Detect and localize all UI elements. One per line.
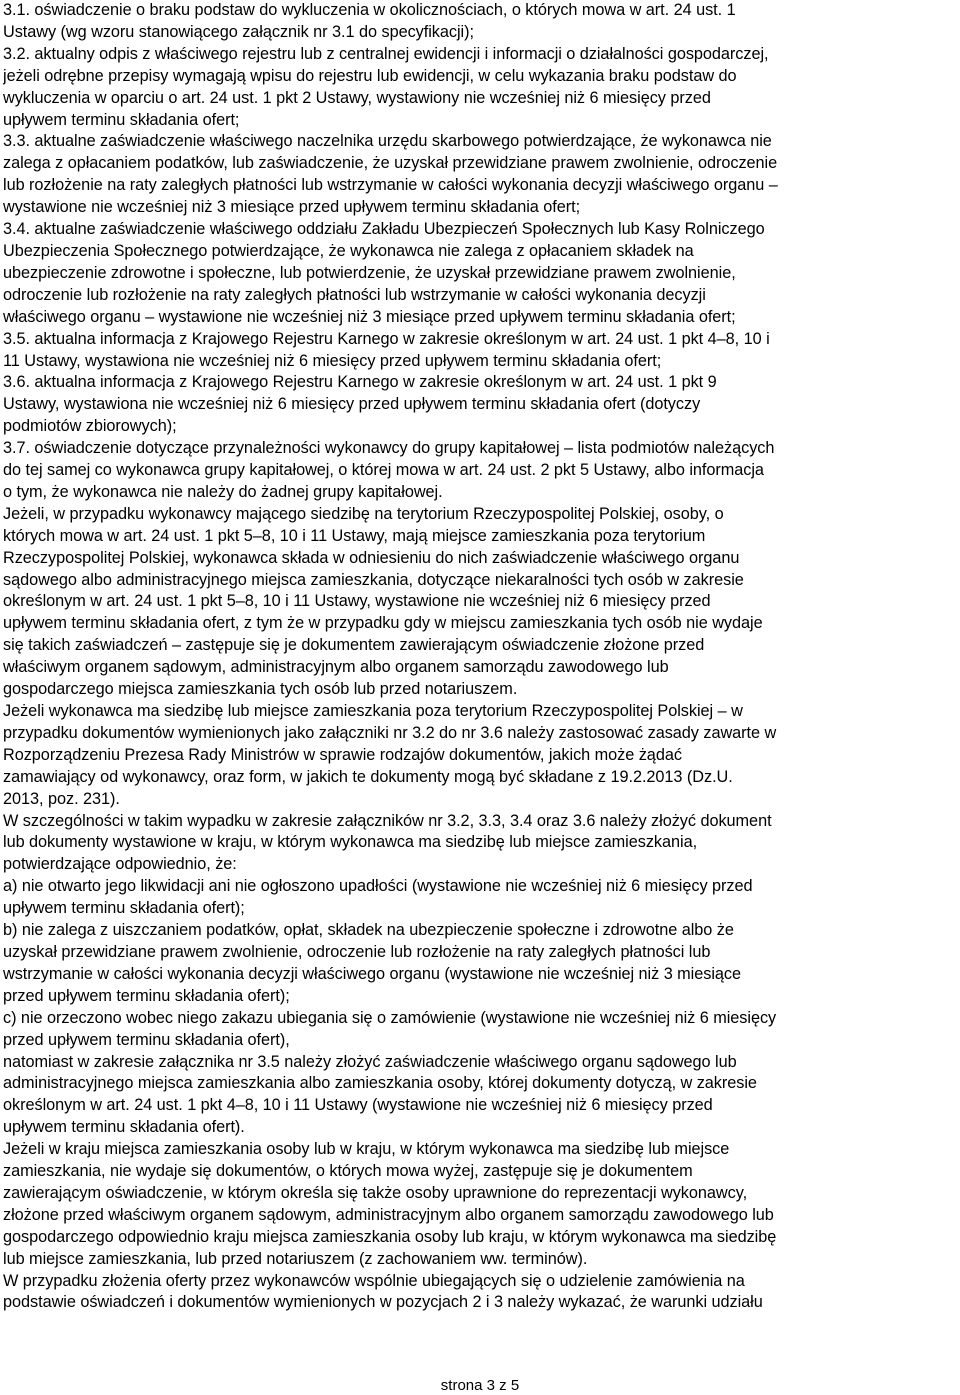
- text-line: Rozporządzeniu Prezesa Rady Ministrów w sprawie rodzajów dokumentów, jakich może żądać: [3, 745, 682, 764]
- text-line: zamawiający od wykonawcy, oraz form, w jakich te dokumenty mogą być składane z 19.2.2013 (Dz.U.: [3, 767, 733, 786]
- text-line: podstawie oświadczeń i dokumentów wymienionych w pozycjach 2 i 3 należy wykazać, że warunki udziału: [3, 1293, 763, 1312]
- text-line: c) nie orzeczono wobec niego zakazu ubiegania się o zamówienie (wystawione nie wcześniej niż 6 miesięcy: [3, 1008, 777, 1027]
- text-line: do tej samej co wykonawca grupy kapitałowej, o której mowa w art. 24 ust. 2 pkt 5 Ustawy, albo informacja: [3, 461, 764, 480]
- text-line: o tym, że wykonawca nie należy do żadnej grupy kapitałowej.: [3, 482, 443, 501]
- text-line: jeżeli odrębne przepisy wymagają wpisu do rejestru lub ewidencji, w celu wykazania braku podstaw do: [3, 66, 737, 85]
- text-line: gospodarczego miejsca zamieszkania tych osób lub przed notariuszem.: [3, 680, 518, 699]
- text-line: odroczenie lub rozłożenie na raty zaległych płatności lub wstrzymanie w całości wykonania decyzji: [3, 285, 706, 304]
- text-line: Ustawy (wg wzoru stanowiącego załącznik nr 3.1 do specyfikacji);: [3, 22, 474, 41]
- text-line: lub miejsce zamieszkania, lub przed notariuszem (z zachowaniem ww. terminów).: [3, 1249, 588, 1268]
- text-line: a) nie otwarto jego likwidacji ani nie ogłoszono upadłości (wystawione nie wcześniej niż 6 miesięcy przed: [3, 877, 753, 896]
- text-line: złożone przed właściwym organem sądowym, administracyjnym albo organem samorządu zawodowego lub: [3, 1205, 774, 1224]
- text-line: 3.4. aktualne zaświadczenie właściwego oddziału Zakładu Ubezpieczeń Społecznych lub Kasy Rolniczego: [3, 220, 765, 239]
- text-line: W przypadku złożenia oferty przez wykonawców wspólnie ubiegających się o udzielenie zamówienia na: [3, 1271, 745, 1290]
- text-line: upływem terminu składania ofert).: [3, 1118, 245, 1137]
- text-line: Jeżeli w kraju miejsca zamieszkania osoby lub w kraju, w którym wykonawca ma siedzibę lub miejsce: [3, 1140, 730, 1159]
- text-line: właściwego organu – wystawione nie wcześniej niż 3 miesiące przed upływem terminu składania ofert;: [3, 307, 736, 326]
- text-line: ubezpieczenie zdrowotne i społeczne, lub potwierdzenie, że uzyskał przewidziane prawem zwolnienie,: [3, 263, 736, 282]
- text-line: zalega z opłacaniem podatków, lub zaświadczenie, że uzyskał przewidziane prawem zwolnienie, odroczenie: [3, 154, 778, 173]
- page-number-footer: strona 3 z 5: [440, 1377, 520, 1394]
- text-line: zamieszkania, nie wydaje się dokumentów, o których mowa wyżej, zastępuje się je dokumentem: [3, 1162, 693, 1181]
- text-line: przed upływem terminu składania ofert),: [3, 1030, 290, 1049]
- text-line: 3.6. aktualna informacja z Krajowego Rejestru Karnego w zakresie określonym w art. 24 ust. 1 pkt 9: [3, 373, 717, 392]
- text-line: przed upływem terminu składania ofert);: [3, 986, 290, 1005]
- text-line: 3.1. oświadczenie o braku podstaw do wykluczenia w okolicznościach, o których mowa w art. 24 ust. 1: [3, 1, 736, 19]
- text-line: 3.3. aktualne zaświadczenie właściwego naczelnika urzędu skarbowego potwierdzające, że wykonawca nie: [3, 132, 772, 151]
- text-line: właściwym organem sądowym, administracyjnym albo organem samorządu zawodowego lub: [3, 658, 669, 677]
- text-line: natomiast w zakresie załącznika nr 3.5 należy złożyć zaświadczenie właściwego organu sądowego lub: [3, 1052, 737, 1071]
- text-line: wstrzymanie w całości wykonania decyzji właściwego organu (wystawione nie wcześniej niż 3 miesiące: [3, 964, 742, 983]
- text-line: określonym w art. 24 ust. 1 pkt 4–8, 10 i 11 Ustawy (wystawione nie wcześniej niż 6 miesięcy przed: [3, 1096, 713, 1115]
- text-line: 2013, poz. 231).: [3, 789, 120, 808]
- text-line: Jeżeli wykonawca ma siedzibę lub miejsce zamieszkania poza terytorium Rzeczypospolitej Polskiej – w: [3, 702, 743, 720]
- text-line: 3.7. oświadczenie dotyczące przynależności wykonawcy do grupy kapitałowej – lista podmiotów należących: [3, 439, 775, 458]
- text-line: zawierającym oświadczenie, w którym określa się także osoby uprawnione do reprezentacji wykonawcy,: [3, 1183, 748, 1202]
- text-line: przypadku dokumentów wymienionych jako załączniki nr 3.2 do nr 3.6 należy zastosować zasady zawarte w: [3, 723, 777, 742]
- text-line: 3.5. aktualna informacja z Krajowego Rejestru Karnego w zakresie określonym w art. 24 ust. 1 pkt 4–8, 10 i: [3, 329, 770, 348]
- text-line: upływem terminu składania ofert, z tym że w przypadku gdy w miejscu zamieszkania tych osób nie wydaje: [3, 614, 763, 633]
- text-line: upływem terminu składania ofert;: [3, 110, 240, 129]
- text-line: gospodarczego odpowiednio kraju miejsca zamieszkania osoby lub kraju, w którym wykonawca ma siedzibę: [3, 1227, 777, 1246]
- text-line: administracyjnego miejsca zamieszkania albo zamieszkania osoby, której dokumenty dotyczą, w zakresie: [3, 1074, 757, 1093]
- text-line: określonym w art. 24 ust. 1 pkt 5–8, 10 i 11 Ustawy, wystawione nie wcześniej niż 6 miesięcy przed: [3, 592, 711, 611]
- text-line: których mowa w art. 24 ust. 1 pkt 5–8, 10 i 11 Ustawy, mają miejsce zamieszkania poza terytorium: [3, 526, 706, 545]
- document-page: [3, 0, 955, 1380]
- text-line: Jeżeli, w przypadku wykonawcy mającego siedzibę na terytorium Rzeczypospolitej Polskiej, osoby, o: [3, 504, 724, 523]
- text-line: upływem terminu składania ofert);: [3, 899, 245, 918]
- text-line: sądowego albo administracyjnego miejsca zamieszkania, dotyczące niekaralności tych osób w zakresie: [3, 570, 744, 589]
- text-line: 3.2. aktualny odpis z właściwego rejestru lub z centralnej ewidencji i informacji o działalności gospodarczej,: [3, 44, 769, 63]
- text-line: wykluczenia w oparciu o art. 24 ust. 1 pkt 2 Ustawy, wystawiony nie wcześniej niż 6 miesięcy przed: [3, 88, 711, 107]
- text-line: W szczególności w takim wypadku w zakresie załączników nr 3.2, 3.3, 3.4 oraz 3.6 należy złożyć dokument: [3, 811, 772, 830]
- text-line: się takich zaświadczeń – zastępuje się je dokumentem zawierającym oświadczenie złożone przed: [3, 636, 705, 655]
- text-line: wystawione nie wcześniej niż 3 miesiące przed upływem terminu składania ofert;: [3, 198, 581, 217]
- text-line: Ubezpieczenia Społecznego potwierdzające, że wykonawca nie zalega z opłacaniem składek na: [3, 241, 694, 260]
- text-line: lub dokumenty wystawione w kraju, w którym wykonawca ma siedzibę lub miejsce zamieszkania,: [3, 833, 698, 852]
- text-line: Ustawy, wystawiona nie wcześniej niż 6 miesięcy przed upływem terminu składania ofert (dotyczy: [3, 395, 701, 414]
- text-line: [3, 1336, 955, 1358]
- text-line: uzyskał przewidziane prawem zwolnienie, odroczenie lub rozłożenie na raty zaległych płatności lub: [3, 942, 711, 961]
- text-line: 11 Ustawy, wystawiona nie wcześniej niż 6 miesięcy przed upływem terminu składania ofert;: [3, 351, 662, 370]
- text-line: b) nie zalega z uiszczaniem podatków, opłat, składek na ubezpieczenie społeczne i zdrowotne albo że: [3, 921, 734, 940]
- text-line: [3, 1314, 955, 1336]
- text-line: potwierdzające odpowiednio, że:: [3, 855, 237, 874]
- text-line: podmiotów zbiorowych);: [3, 417, 177, 436]
- text-line: Rzeczypospolitej Polskiej, wykonawca składa w odniesieniu do nich zaświadczenie właściwego organu: [3, 548, 740, 567]
- text-line: lub rozłożenie na raty zaległych płatności lub wstrzymanie w całości wykonania decyzji właściwego organu –: [3, 176, 778, 195]
